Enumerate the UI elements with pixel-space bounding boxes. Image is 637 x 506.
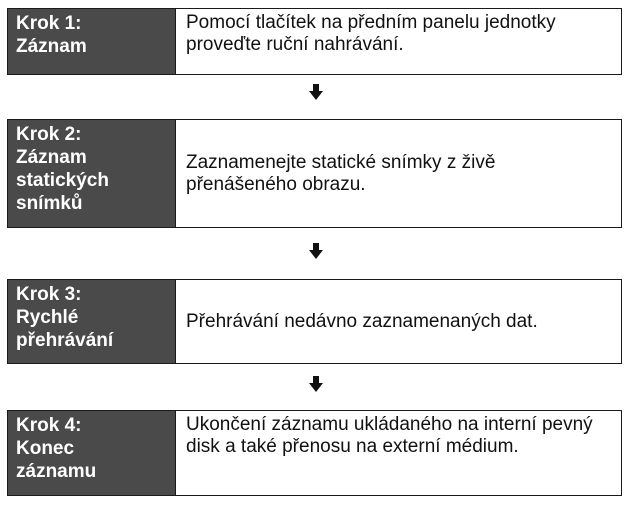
step-3-box xyxy=(7,279,622,364)
step-3-label xyxy=(8,280,176,363)
step-4-label-line-3: záznamu xyxy=(16,461,97,482)
step-2-label-line-1: Krok 2: xyxy=(16,124,82,145)
step-4-description-cell xyxy=(176,411,621,495)
step-3-description: Přehrávání nedávno zaznamenaných dat. xyxy=(186,310,538,332)
step-3-label-line-2: Rychlé xyxy=(16,307,79,328)
step-1-description: Pomocí tlačítek na předním panelu jednotky proveďte ruční nahrávání. xyxy=(186,12,556,55)
step-4-box xyxy=(7,410,622,496)
down-arrow-icon xyxy=(309,243,323,259)
step-1-label-line-2: Záznam xyxy=(16,36,87,57)
down-arrow-icon xyxy=(309,376,323,392)
step-2-label-line-4: snímků xyxy=(16,193,83,214)
step-2-box xyxy=(7,119,622,228)
step-2-label-line-3: statických xyxy=(16,170,109,191)
step-3-label-line-3: přehrávání xyxy=(16,330,114,351)
step-4-description: Ukončení záznamu ukládaného na interní pevný disk a také přenosu na externí médium. xyxy=(186,414,593,457)
step-1-label-line-1: Krok 1: xyxy=(16,13,82,34)
step-3-label-line-1: Krok 3: xyxy=(16,284,82,305)
step-4-label-line-1: Krok 4: xyxy=(16,415,82,436)
step-4-label-line-2: Konec xyxy=(16,438,75,459)
down-arrow-icon xyxy=(309,84,323,100)
step-2-label-line-2: Záznam xyxy=(16,147,87,168)
step-1-box xyxy=(7,8,622,75)
step-4-label xyxy=(8,411,176,495)
step-2-description: Zaznamenejte statické snímky z živě přenášeného obrazu. xyxy=(186,151,496,195)
step-2-label xyxy=(8,120,176,227)
step-2-description-cell xyxy=(176,120,621,227)
step-1-description-cell xyxy=(176,9,621,74)
step-1-label xyxy=(8,9,176,74)
step-3-description-cell xyxy=(176,280,621,363)
